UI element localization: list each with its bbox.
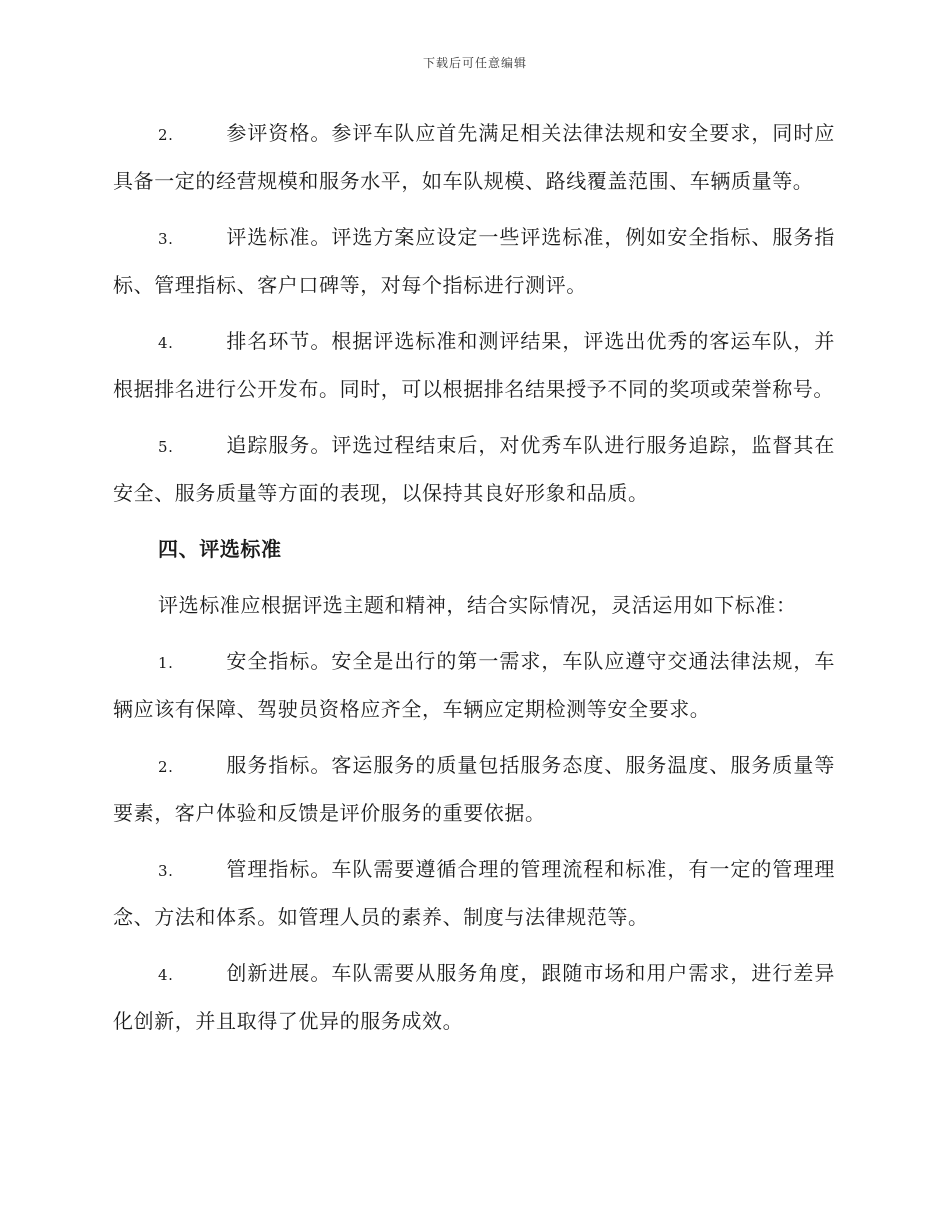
section-intro: 评选标准应根据评选主题和精神，结合实际情况，灵活运用如下标准： <box>158 593 797 617</box>
item-number: 2. <box>158 126 174 144</box>
list-item <box>113 110 835 204</box>
item-text: 评选标准。评选方案应设定一些评选标准，例如安全指标、服务指标、管理指标、客户口碑等，对每个指标进行测评。 <box>113 225 835 297</box>
item-number: 3. <box>158 230 174 248</box>
item-text: 创新进展。车队需要从服务角度，跟随市场和用户需求，进行差异化创新，并且取得了优异的服务成效。 <box>113 961 835 1033</box>
section-heading: 四、评选标准 <box>158 537 282 561</box>
item-number: 5. <box>158 438 174 456</box>
item-number: 1. <box>158 654 174 672</box>
document-body <box>113 110 835 1054</box>
item-text: 管理指标。车队需要遵循合理的管理流程和标准，有一定的管理理念、方法和体系。如管理人员的素养、制度与法律规范等。 <box>113 857 835 929</box>
item-text: 安全指标。安全是出行的第一需求，车队应遵守交通法律法规，车辆应该有保障、驾驶员资格应齐全，车辆应定期检测等安全要求。 <box>113 649 835 721</box>
list-item <box>113 422 835 516</box>
list-item <box>113 846 835 940</box>
item-number: 4. <box>158 334 174 352</box>
item-text: 参评资格。参评车队应首先满足相关法律法规和安全要求，同时应具备一定的经营规模和服务水平，如车队规模、路线覆盖范围、车辆质量等。 <box>113 121 835 193</box>
item-number: 2. <box>158 758 174 776</box>
item-text: 服务指标。客运服务的质量包括服务态度、服务温度、服务质量等要素，客户体验和反馈是评价服务的重要依据。 <box>113 753 835 825</box>
header-note: 下载后可任意编辑 <box>422 56 527 70</box>
item-number: 4. <box>158 966 174 984</box>
list-item <box>113 638 835 732</box>
list-item <box>113 318 835 412</box>
list-item <box>113 214 835 308</box>
item-number: 3. <box>158 862 174 880</box>
list-item <box>113 742 835 836</box>
item-text: 追踪服务。评选过程结束后，对优秀车队进行服务追踪，监督其在安全、服务质量等方面的表现，以保持其良好形象和品质。 <box>113 433 835 505</box>
item-text: 排名环节。根据评选标准和测评结果，评选出优秀的客运车队，并根据排名进行公开发布。同时，可以根据排名结果授予不同的奖项或荣誉称号。 <box>113 329 835 401</box>
list-item <box>113 950 835 1044</box>
